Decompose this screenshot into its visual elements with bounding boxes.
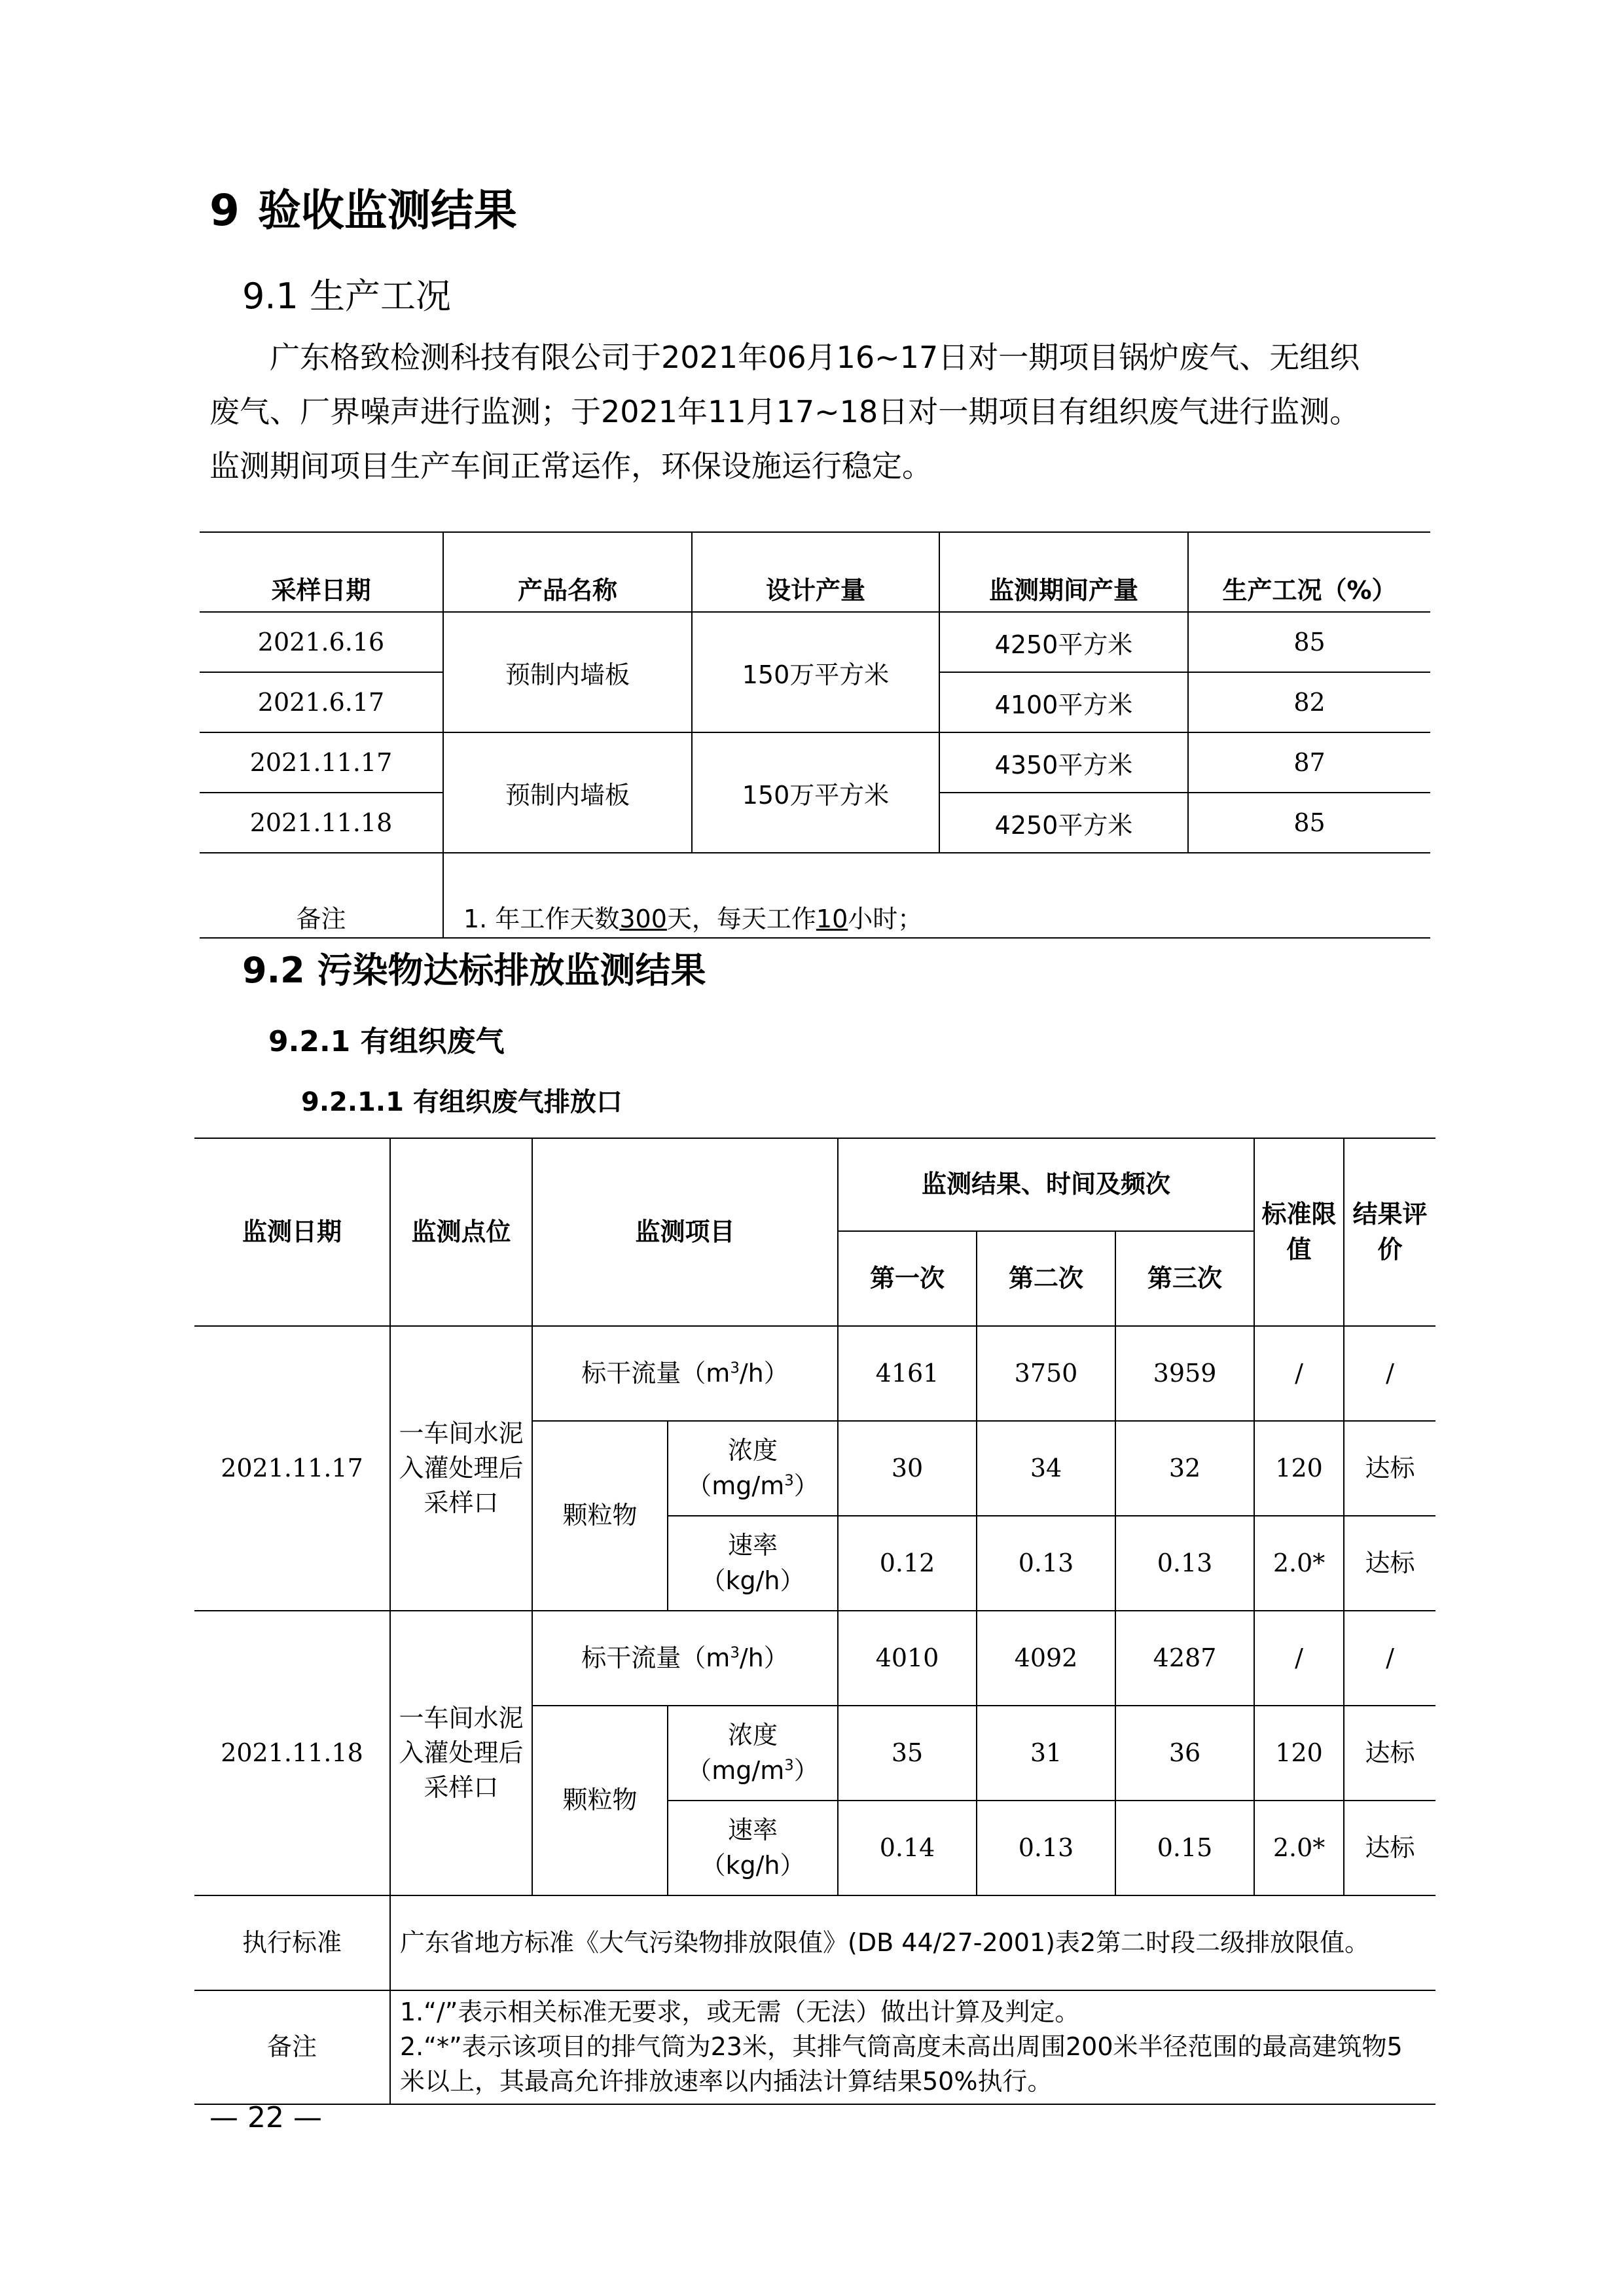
header-product-name: 产品名称 [443, 532, 692, 612]
production-table [200, 531, 1430, 939]
conc-limit: 120 [1254, 1421, 1344, 1516]
note-days: 300 [619, 905, 667, 933]
header-sampling-date: 采样日期 [200, 532, 443, 612]
remark-row [194, 1990, 1435, 2104]
rate-value: 0.13 [977, 1516, 1115, 1611]
header-monitor-point: 监测点位 [390, 1138, 532, 1326]
rate-limit: 2.0* [1254, 1516, 1344, 1611]
flow-value: 3959 [1115, 1326, 1254, 1421]
rate-value: 0.12 [838, 1516, 977, 1611]
sampling-date: 2021.6.16 [200, 612, 443, 672]
flow-value: 4010 [838, 1611, 977, 1706]
production-percent: 87 [1188, 732, 1430, 793]
subsection-9-2-heading: 9.2 污染物达标排放监测结果 [242, 950, 706, 991]
remark-text [390, 1990, 1435, 2104]
emission-header-row-1 [194, 1138, 1435, 1231]
table-row [200, 732, 1430, 793]
conc-value: 35 [838, 1706, 977, 1801]
monitor-date: 2021.11.17 [194, 1326, 390, 1611]
product-name: 预制内墙板 [443, 612, 692, 732]
conc-unit: （mg/m [687, 1755, 785, 1785]
section-title: 验收监测结果 [257, 185, 517, 236]
rate-limit: 2.0* [1254, 1801, 1344, 1895]
note-mid: 天，每天工作 [666, 905, 816, 933]
intro-line-1: 广东格致检测科技有限公司于2021年06月16~17日对一期项目锅炉废气、无组织 [270, 340, 1360, 375]
cube-sup: 3 [784, 1756, 794, 1774]
header-production-condition: 生产工况（%） [1188, 532, 1430, 612]
header-monitor-date: 监测日期 [194, 1138, 390, 1326]
emission-table [194, 1138, 1435, 2105]
conc-eval: 达标 [1344, 1421, 1435, 1516]
flow-label-text: 标干流量（m [581, 1643, 731, 1672]
conc-value: 36 [1115, 1706, 1254, 1801]
production-percent: 82 [1188, 672, 1430, 732]
section-heading [209, 175, 517, 238]
sampling-date: 2021.11.17 [200, 732, 443, 793]
rate-eval: 达标 [1344, 1516, 1435, 1611]
table-row [194, 1326, 1435, 1421]
production-table-header [200, 532, 1430, 612]
header-result-eval: 结果评价 [1344, 1138, 1435, 1326]
concentration-label [668, 1421, 838, 1516]
header-monitoring-output: 监测期间产量 [939, 532, 1188, 612]
conc-limit: 120 [1254, 1706, 1344, 1801]
monitoring-output: 4250平方米 [939, 612, 1188, 672]
monitor-date: 2021.11.18 [194, 1611, 390, 1895]
rate-unit: （kg/h） [700, 1566, 805, 1595]
note-text [443, 853, 1430, 938]
flow-label-tail: /h） [739, 1643, 789, 1672]
remark-1: 1.“/”表示相关标准无要求，或无需（无法）做出计算及判定。 [400, 1998, 1080, 2026]
rate-label [668, 1801, 838, 1895]
note-hours: 10 [816, 905, 848, 933]
rate-label-text: 速率 [728, 1531, 778, 1560]
header-third: 第三次 [1115, 1231, 1254, 1326]
sampling-date: 2021.11.18 [200, 793, 443, 853]
monitoring-output: 4100平方米 [939, 672, 1188, 732]
conc-unit-tail: ） [793, 1471, 819, 1500]
monitoring-output: 4250平方米 [939, 793, 1188, 853]
pollutant-name: 颗粒物 [532, 1706, 668, 1895]
header-standard-limit: 标准限值 [1254, 1138, 1344, 1326]
conc-value: 31 [977, 1706, 1115, 1801]
rate-value: 0.13 [1115, 1516, 1254, 1611]
header-design-capacity: 设计产量 [692, 532, 939, 612]
subsection-9-2-1-1-heading: 9.2.1.1 有组织废气排放口 [301, 1087, 623, 1117]
conc-unit: （mg/m [687, 1471, 785, 1500]
cube-sup: 3 [730, 1644, 740, 1662]
rate-label [668, 1516, 838, 1611]
production-percent: 85 [1188, 612, 1430, 672]
flow-label-text: 标干流量（m [581, 1358, 731, 1388]
flow-eval: / [1344, 1611, 1435, 1706]
note-prefix: 1. 年工作天数 [463, 905, 620, 933]
product-name: 预制内墙板 [443, 732, 692, 853]
table-row [200, 612, 1430, 672]
production-percent: 85 [1188, 793, 1430, 853]
standard-text: 广东省地方标准《大气污染物排放限值》(DB 44/27-2001)表2第二时段二级排放限值。 [390, 1895, 1435, 1990]
conc-eval: 达标 [1344, 1706, 1435, 1801]
note-label: 备注 [200, 853, 443, 938]
section-number: 9 [209, 185, 240, 236]
subsection-9-2-1-heading: 9.2.1 有组织废气 [268, 1025, 505, 1058]
rate-label-text: 速率 [728, 1816, 778, 1845]
header-first: 第一次 [838, 1231, 977, 1326]
conc-label-text: 浓度 [728, 1436, 778, 1465]
rate-value: 0.15 [1115, 1801, 1254, 1895]
conc-value: 32 [1115, 1421, 1254, 1516]
sampling-date: 2021.6.17 [200, 672, 443, 732]
page-number: — 22 — [209, 2101, 322, 2134]
flow-label [532, 1611, 838, 1706]
conc-value: 30 [838, 1421, 977, 1516]
conc-unit-tail: ） [793, 1755, 819, 1785]
rate-value: 0.14 [838, 1801, 977, 1895]
monitoring-output: 4350平方米 [939, 732, 1188, 793]
flow-label-tail: /h） [739, 1358, 789, 1388]
rate-unit: （kg/h） [700, 1850, 805, 1880]
flow-value: 4161 [838, 1326, 977, 1421]
flow-value: 4092 [977, 1611, 1115, 1706]
remark-2: 2.“*”表示该项目的排气筒为23米，其排气筒高度未高出周围200米半径范围的最高建筑物5米以上，其最高允许排放速率以内插法计算结果50%执行。 [400, 2032, 1403, 2096]
table-row [194, 1611, 1435, 1706]
flow-label [532, 1326, 838, 1421]
intro-paragraph [209, 331, 1440, 493]
flow-limit: / [1254, 1611, 1344, 1706]
rate-value: 0.13 [977, 1801, 1115, 1895]
flow-value: 4287 [1115, 1611, 1254, 1706]
cube-sup: 3 [784, 1471, 794, 1489]
flow-eval: / [1344, 1326, 1435, 1421]
standard-row [194, 1895, 1435, 1990]
flow-limit: / [1254, 1326, 1344, 1421]
cube-sup: 3 [730, 1359, 740, 1377]
conc-label-text: 浓度 [728, 1721, 778, 1750]
conc-value: 34 [977, 1421, 1115, 1516]
header-second: 第二次 [977, 1231, 1115, 1326]
concentration-label [668, 1706, 838, 1801]
standard-label: 执行标准 [194, 1895, 390, 1990]
pollutant-name: 颗粒物 [532, 1421, 668, 1611]
flow-value: 3750 [977, 1326, 1115, 1421]
intro-line-3: 监测期间项目生产车间正常运作，环保设施运行稳定。 [209, 448, 932, 484]
note-suffix: 小时； [848, 905, 923, 933]
design-capacity: 150万平方米 [692, 612, 939, 732]
remark-label: 备注 [194, 1990, 390, 2104]
design-capacity: 150万平方米 [692, 732, 939, 853]
header-results: 监测结果、时间及频次 [838, 1138, 1254, 1231]
intro-line-2: 废气、厂界噪声进行监测；于2021年11月17~18日对一期项目有组织废气进行监测。 [209, 394, 1360, 429]
monitor-point: 一车间水泥入灌处理后采样口 [390, 1326, 532, 1611]
monitor-point: 一车间水泥入灌处理后采样口 [390, 1611, 532, 1895]
rate-eval: 达标 [1344, 1801, 1435, 1895]
header-monitor-item: 监测项目 [532, 1138, 838, 1326]
subsection-9-1-heading: 9.1 生产工况 [242, 276, 452, 317]
production-note-row [200, 853, 1430, 938]
